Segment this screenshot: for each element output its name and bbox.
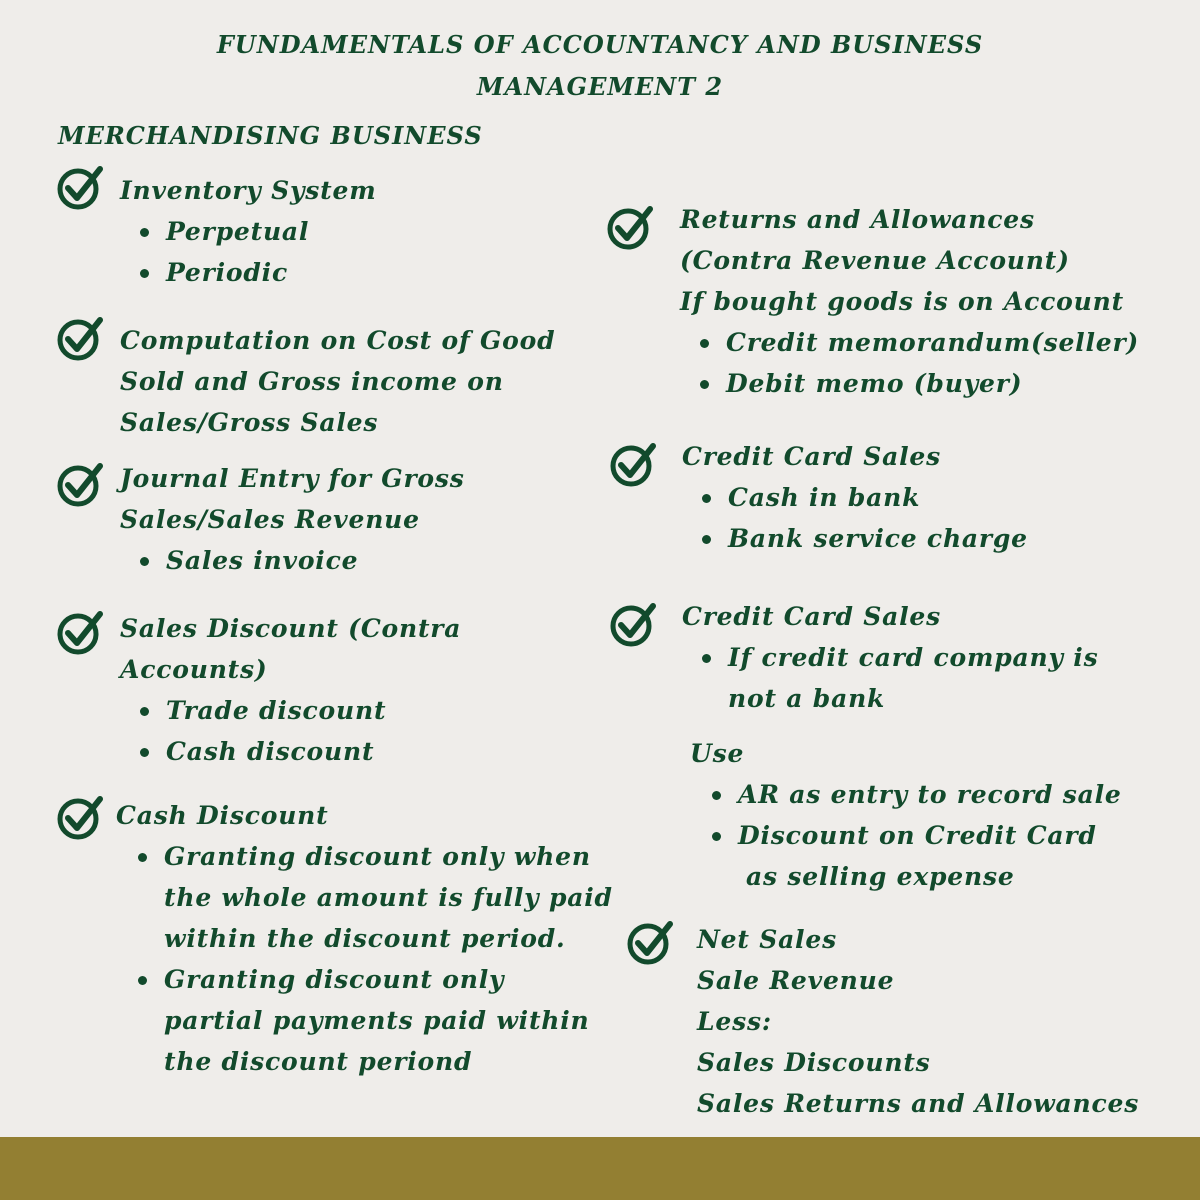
list-item: [702, 637, 1098, 719]
net-sales-line: Sale Revenue: [697, 966, 895, 995]
check-circle-icon: [56, 314, 104, 362]
cash-discount-bullet-line: Granting discount only when: [164, 842, 591, 871]
sales-discount-line: Accounts): [120, 655, 268, 684]
computation-line: Sales/Gross Sales: [120, 408, 379, 437]
use-label: Use: [690, 739, 745, 768]
cash-discount-bullet-line: Granting discount only: [164, 965, 505, 994]
list-item: Sales invoice: [140, 540, 465, 581]
inventory-system-title: Inventory System: [120, 176, 377, 205]
credit-card-bullet-line: If credit card company is: [728, 643, 1099, 672]
cash-discount-bullet-line: partial payments paid within: [164, 1006, 590, 1035]
check-circle-icon: [609, 600, 657, 648]
list-item: [138, 836, 613, 959]
check-circle-icon: [606, 203, 654, 251]
sales-discount-block: [120, 608, 461, 772]
check-circle-icon: [609, 440, 657, 488]
list-item: Bank service charge: [702, 518, 1028, 559]
sales-discount-line: Sales Discount (Contra: [120, 614, 462, 643]
use-block: [690, 733, 1122, 897]
credit-card-bullet-line: not a bank: [728, 684, 886, 713]
journal-line: Sales/Sales Revenue: [120, 505, 420, 534]
returns-line: (Contra Revenue Account): [680, 246, 1070, 275]
title-line-2: MANAGEMENT 2: [476, 72, 724, 101]
list-item: Periodic: [140, 252, 376, 293]
cash-discount-bullet-line: the whole amount is fully paid: [164, 883, 613, 912]
credit-card-title: Credit Card Sales: [682, 602, 941, 631]
list-item: [712, 815, 1122, 897]
computation-line: Sold and Gross income on: [120, 367, 504, 396]
list-item: Trade discount: [140, 690, 461, 731]
net-sales-line: Less:: [697, 1007, 772, 1036]
credit-card-sales-block: [682, 596, 1098, 719]
journal-line: Journal Entry for Gross: [120, 464, 465, 493]
section-heading: MERCHANDISING BUSINESS: [58, 121, 483, 150]
returns-allowances-block: [680, 199, 1139, 404]
computation-line: Computation on Cost of Good: [120, 326, 556, 355]
use-bullet-line: as selling expense: [746, 862, 1015, 891]
check-circle-icon: [56, 793, 104, 841]
list-item: Debit memo (buyer): [700, 363, 1139, 404]
list-item: Credit memorandum(seller): [700, 322, 1139, 363]
check-circle-icon: [56, 163, 104, 211]
cash-discount-block: [116, 795, 613, 1082]
inventory-system-block: [120, 170, 376, 293]
list-item: Cash in bank: [702, 477, 1028, 518]
cash-discount-bullet-line: the discount perіond: [164, 1047, 473, 1076]
use-bullet-line: AR as entry to record sale: [738, 780, 1122, 809]
net-sales-line: Sales Returns and Allowances: [697, 1089, 1140, 1118]
cash-discount-title: Cash Discount: [116, 801, 329, 830]
computation-block: [120, 320, 555, 443]
check-circle-icon: [56, 460, 104, 508]
check-circle-icon: [56, 608, 104, 656]
net-sales-line: Sales Discounts: [697, 1048, 931, 1077]
returns-line: Returns and Allowances: [680, 205, 1035, 234]
cash-discount-bullet-line: within the discount period.: [164, 924, 566, 953]
check-circle-icon: [626, 918, 674, 966]
list-item: [138, 959, 613, 1082]
credit-card-title: Credit Card Sales: [682, 442, 941, 471]
list-item: Cash discount: [140, 731, 461, 772]
list-item: [712, 774, 1122, 815]
net-sales-line: Net Sales: [697, 925, 837, 954]
credit-card-sales-block: [682, 436, 1028, 559]
page-title: [0, 24, 1200, 108]
list-item: Perpetual: [140, 211, 376, 252]
title-line-1: FUNDAMENTALS OF ACCOUNTANCY AND BUSINESS: [216, 30, 984, 59]
footer-bar: [0, 1137, 1200, 1200]
returns-line: If bought goods is on Account: [680, 287, 1124, 316]
net-sales-block: [697, 919, 1139, 1124]
journal-entry-block: [120, 458, 465, 581]
use-bullet-line: Discount on Credit Card: [738, 821, 1097, 850]
